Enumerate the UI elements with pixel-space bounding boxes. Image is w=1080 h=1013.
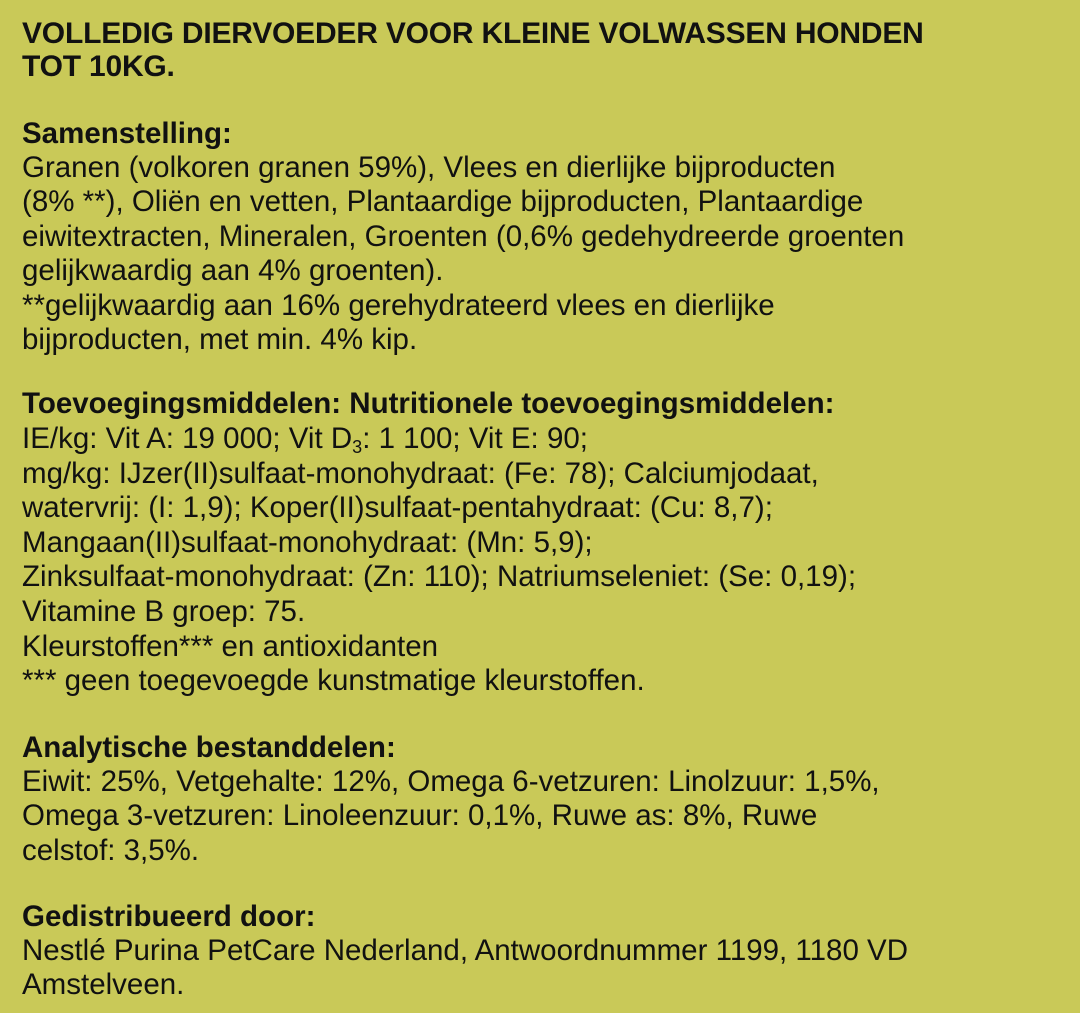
analytical-heading: Analytische bestanddelen: [22,730,396,764]
additives-section [22,387,1060,698]
composition-line: **gelijkwaardig aan 16% gerehydrateerd vlees en dierlijke [22,288,775,322]
additives-line: Mangaan(II)sulfaat-monohydraat: (Mn: 5,9); [22,525,593,559]
composition-line: (8% **), Oliën en vetten, Plantaardige bijproducten, Plantaardige [22,185,864,219]
title-line: VOLLEDIG DIERVOEDER VOOR KLEINE VOLWASSEN HONDEN [22,17,924,50]
composition-line: eiwitextracten, Mineralen, Groenten (0,6% gedehydreerde groenten [22,219,905,253]
composition-section [22,117,1060,357]
subscript-three: 3 [352,437,363,458]
additives-heading: Toevoegingsmiddelen: Nutritionele toevoegingsmiddelen: [22,387,835,421]
additives-iu-text: IE/kg: Vit A: 19 000; Vit D [22,422,353,456]
composition-heading: Samenstelling: [22,117,232,150]
additives-iu-text-end: : 1 100; Vit E: 90; [362,422,588,456]
distributor-line: Amstelveen. [22,968,185,1002]
additives-line: Zinksulfaat-monohydraat: (Zn: 110); Natriumseleniet: (Se: 0,19); [22,560,857,594]
title-line: TOT 10KG. [22,50,175,83]
analytical-line: Omega 3-vetzuren: Linoleenzuur: 0,1%, Ruwe as: 8%, Ruwe [22,799,818,833]
additives-iu-line [22,422,1060,457]
additives-line: Kleurstoffen*** en antioxidanten [22,629,439,663]
analytical-line: celstof: 3,5%. [22,833,200,867]
product-title [22,17,1060,83]
additives-line: Vitamine B groep: 75. [22,595,306,628]
distributor-section [22,900,1060,1003]
composition-line: bijproducten, met min. 4% kip. [22,323,418,357]
composition-line: Granen (volkoren granen 59%), Vlees en dierlijke bijproducten [22,151,836,184]
analytical-line: Eiwit: 25%, Vetgehalte: 12%, Omega 6-vetzuren: Linolzuur: 1,5%, [22,764,880,798]
additives-line: watervrij: (I: 1,9); Koper(II)sulfaat-pentahydraat: (Cu: 8,7); [22,491,773,525]
additives-line: *** geen toegevoegde kunstmatige kleurstoffen. [22,664,645,698]
composition-line: gelijkwaardig aan 4% groenten). [22,254,444,288]
analytical-section [22,731,1060,868]
distributor-line: Nestlé Purina PetCare Nederland, Antwoordnummer 1199, 1180 VD [22,934,909,967]
distributor-heading: Gedistribueerd door: [22,900,316,933]
additives-line: mg/kg: IJzer(II)sulfaat-monohydraat: (Fe: 78); Calciumjodaat, [22,456,819,490]
